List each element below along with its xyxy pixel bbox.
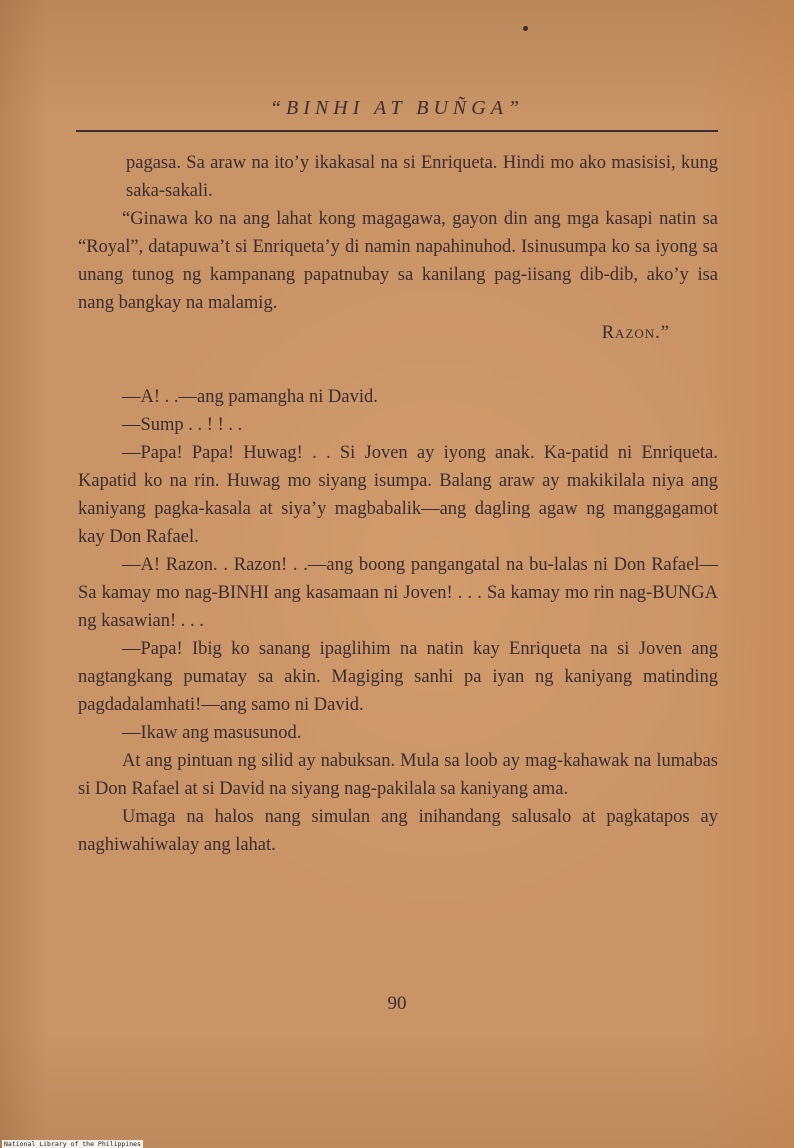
ink-dot: [523, 26, 528, 31]
paragraph-4: —Sump . . ! ! . .: [122, 415, 243, 435]
running-head: “BINHI AT BUÑGA”: [269, 97, 525, 119]
page-body: [78, 149, 718, 859]
letter-signature: Razon.”: [601, 323, 670, 343]
paragraph-5: —Papa! Papa! Huwag! . . Si Joven ay iyong anak. Ka-patid ni Enriqueta. Kapatid ko na rin. Huwag mo siyang isumpa. Balang araw ay makikilala niya ang kaniyang pagka-kasala at siya’y magbabalik—ang dagling agaw ng manggagamot kay Don Rafael.: [78, 443, 718, 547]
paragraph-2: “Ginawa ko na ang lahat kong magagawa, gayon din ang mga kasapi natin sa “Royal”, datapuwa’t si Enriqueta’y di namin napahinuhod. Isinusumpa ko sa iyong sa unang tunog ng kampanang papatnubay sa kanilang pag-iisang dib-dib, ako’y isa nang bangkay na malamig.: [78, 209, 718, 313]
section-gap: [78, 347, 718, 383]
library-credit: National Library of the Philippines: [4, 1140, 141, 1148]
paragraph-8: —Ikaw ang masusunod.: [122, 723, 302, 743]
paragraph-1: pagasa. Sa araw na ito’y ikakasal na si Enriqueta. Hindi mo ako masisisi, kung saka-sakali.: [126, 153, 718, 201]
header-rule: [76, 130, 718, 132]
paragraph-7: —Papa! Ibig ko sanang ipaglihim na natin kay Enriqueta na si Joven ang nagtangkang pumatay sa akin. Magiging sanhi pa iyan ng kaniyang matinding pagdadalamhati!—ang samo ni David.: [78, 639, 718, 715]
paragraph-10: Umaga na halos nang simulan ang inihandang salusalo at pagkatapos ay naghiwahiwalay ang lahat.: [78, 807, 718, 855]
paragraph-9: At ang pintuan ng silid ay nabuksan. Mula sa loob ay mag-kahawak na lumabas si Don Rafael at si David na siyang nag-pakilala sa kaniyang ama.: [78, 751, 718, 799]
paragraph-6: —A! Razon. . Razon! . .—ang boong pangangatal na bu-lalas ni Don Rafael—Sa kamay mo nag-BINHI ang kasamaan ni Joven! . . . Sa kamay mo rin nag-BUNGA ng kasawian! . . .: [78, 555, 718, 631]
paragraph-3: —A! . .—ang pamangha ni David.: [122, 387, 378, 407]
page-number: 90: [387, 993, 407, 1014]
